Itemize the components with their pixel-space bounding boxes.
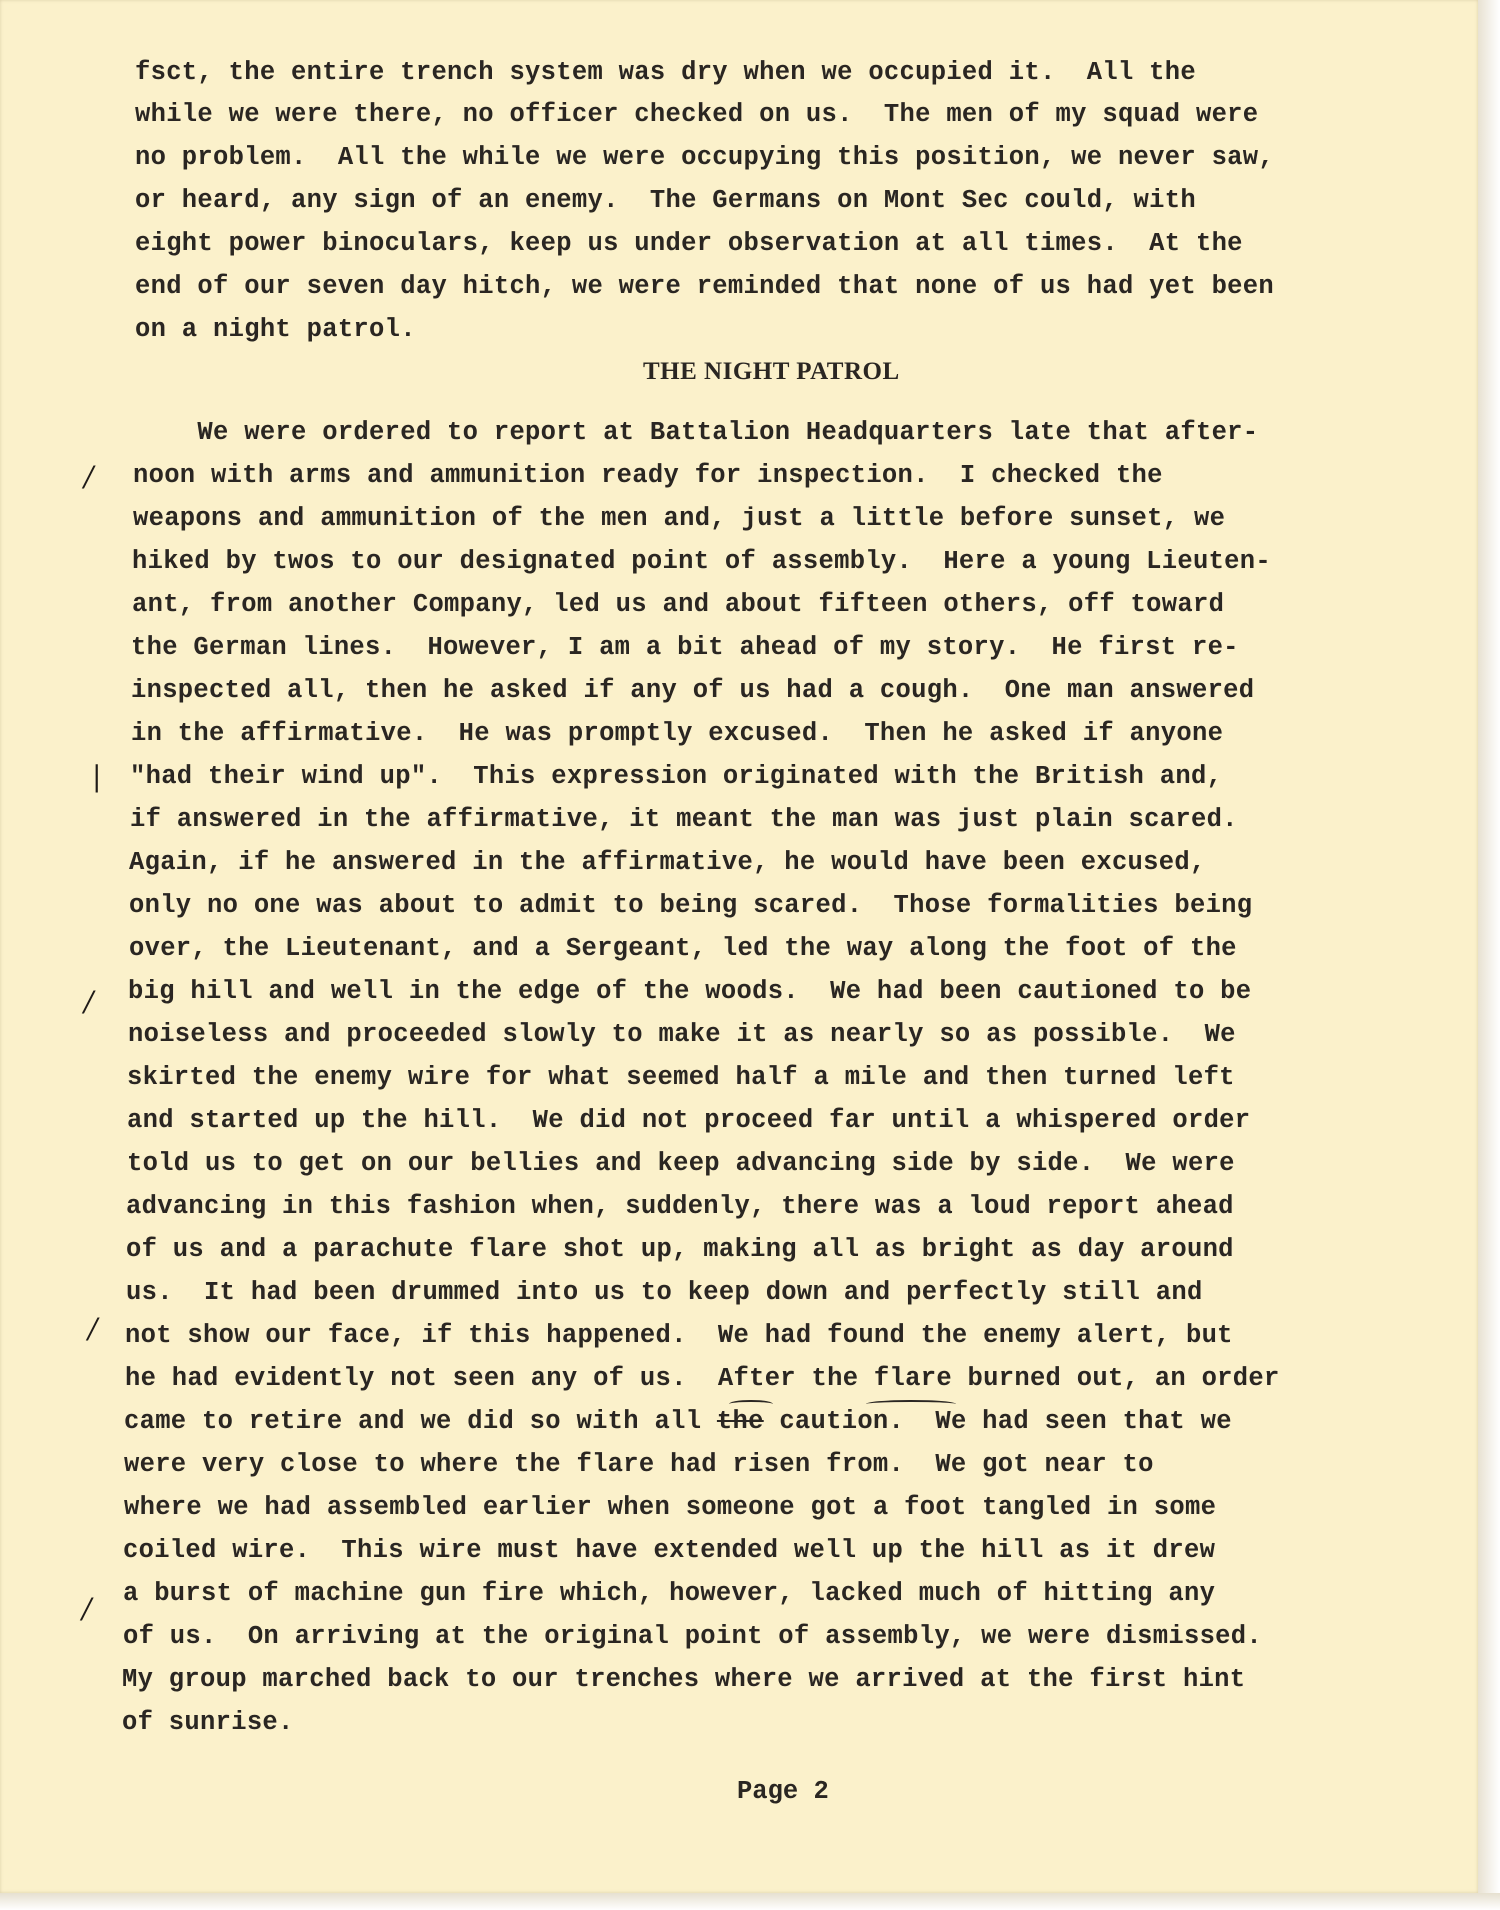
text-line-corrected xyxy=(124,1409,1232,1435)
text-line: while we were there, no officer checked on us. The men of my squad were xyxy=(135,100,1259,129)
handwritten-correction-mark xyxy=(866,1400,956,1408)
text-line: Again, if he answered in the affirmative, he would have been excused, xyxy=(129,848,1206,877)
text-line: and started up the hill. We did not proceed far until a whispered order xyxy=(127,1106,1251,1135)
text-line: ant, from another Company, led us and about fifteen others, off toward xyxy=(132,590,1225,619)
text-line: noiseless and proceeded slowly to make it as nearly so as possible. We xyxy=(128,1020,1236,1049)
text-line: not show our face, if this happened. We had found the enemy alert, but xyxy=(125,1321,1233,1350)
margin-tick-mark: / xyxy=(88,1312,98,1345)
text-line: big hill and well in the edge of the woods. We had been cautioned to be xyxy=(128,977,1252,1006)
text-line: noon with arms and ammunition ready for inspection. I checked the xyxy=(133,461,1163,490)
text-line: on a night patrol. xyxy=(135,315,416,344)
page-number: Page 2 xyxy=(737,1777,829,1806)
text-line: if answered in the affirmative, it meant the man was just plain scared. xyxy=(130,805,1238,834)
text-line: hiked by twos to our designated point of assembly. Here a young Lieuten- xyxy=(132,547,1271,576)
text-line: in the affirmative. He was promptly excused. Then he asked if anyone xyxy=(131,719,1224,748)
text-line: eight power binoculars, keep us under observation at all times. At the xyxy=(135,229,1243,258)
page-edge-shadow xyxy=(1478,0,1500,1910)
text-line: advancing in this fashion when, suddenly, there was a loud report ahead xyxy=(126,1192,1234,1221)
text-line: over, the Lieutenant, and a Sergeant, led the way along the foot of the xyxy=(129,934,1237,963)
text-line: "had their wind up". This expression originated with the British and, xyxy=(130,762,1223,791)
text-line: us. It had been drummed into us to keep down and perfectly still and xyxy=(126,1278,1203,1307)
text-fragment: caution. We had seen that we xyxy=(763,1407,1232,1436)
text-line: told us to get on our bellies and keep advancing side by side. We were xyxy=(127,1149,1235,1178)
struck-word: the xyxy=(716,1407,764,1436)
text-line: We were ordered to report at Battalion Headquarters late that after- xyxy=(135,418,1259,447)
text-line: skirted the enemy wire for what seemed half a mile and then turned left xyxy=(127,1063,1235,1092)
margin-tick-mark: / xyxy=(84,460,94,493)
text-line: fsct, the entire trench system was dry when we occupied it. All the xyxy=(135,58,1196,87)
margin-tick-mark: | xyxy=(92,760,102,793)
handwritten-correction-mark xyxy=(729,1400,773,1408)
text-line: end of our seven day hitch, we were reminded that none of us had yet been xyxy=(135,272,1274,301)
text-line: the German lines. However, I am a bit ahead of my story. He first re- xyxy=(131,633,1239,662)
text-line: no problem. All the while we were occupying this position, we never saw, xyxy=(135,143,1274,172)
text-line: a burst of machine gun fire which, however, lacked much of hitting any xyxy=(123,1579,1216,1608)
text-line: of sunrise. xyxy=(122,1708,294,1737)
text-line: of us. On arriving at the original point of assembly, we were dismissed. xyxy=(123,1622,1262,1651)
text-line: he had evidently not seen any of us. After the flare burned out, an order xyxy=(125,1364,1280,1393)
section-heading: THE NIGHT PATROL xyxy=(643,358,900,385)
text-line: were very close to where the flare had risen from. We got near to xyxy=(124,1450,1154,1479)
text-line: My group marched back to our trenches where we arrived at the first hint xyxy=(122,1665,1246,1694)
text-line: inspected all, then he asked if any of us had a cough. One man answered xyxy=(131,676,1255,705)
page-edge-shadow-bottom xyxy=(0,1893,1500,1910)
margin-tick-mark: / xyxy=(82,1592,92,1625)
text-fragment: came to retire and we did so with all xyxy=(124,1407,717,1436)
text-line: or heard, any sign of an enemy. The Germans on Mont Sec could, with xyxy=(135,186,1196,215)
margin-tick-mark: / xyxy=(84,985,94,1018)
text-line: only no one was about to admit to being scared. Those formalities being xyxy=(129,891,1253,920)
text-line: weapons and ammunition of the men and, just a little before sunset, we xyxy=(133,504,1226,533)
text-line: coiled wire. This wire must have extended well up the hill as it drew xyxy=(123,1536,1216,1565)
text-line: of us and a parachute flare shot up, making all as bright as day around xyxy=(126,1235,1234,1264)
text-line: where we had assembled earlier when someone got a foot tangled in some xyxy=(124,1493,1217,1522)
